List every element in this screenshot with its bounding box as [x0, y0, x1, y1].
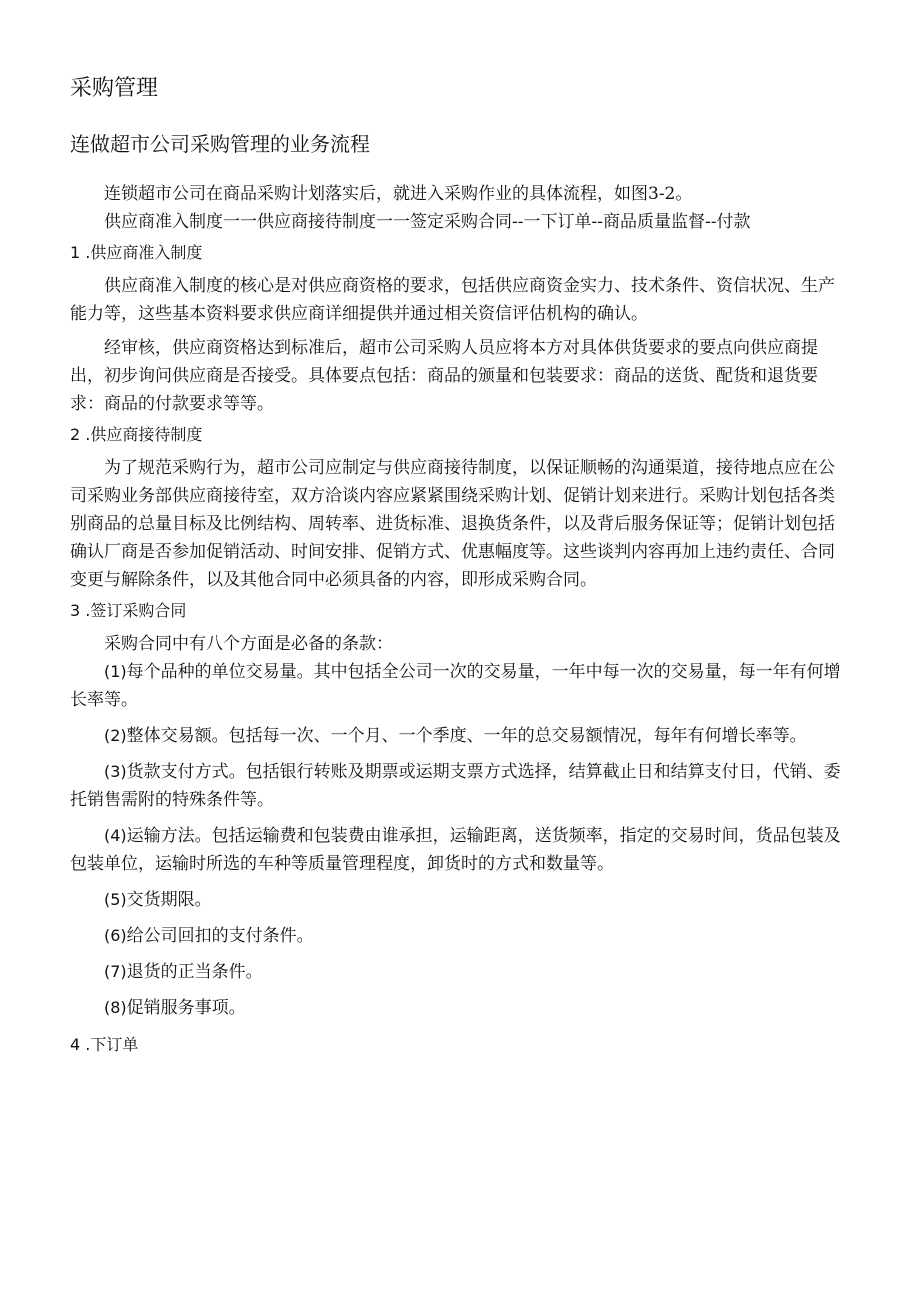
item-text: 给公司回扣的支付条件。: [126, 926, 314, 946]
item-number: (6): [104, 926, 127, 945]
item-number: (7): [104, 962, 127, 981]
contract-term-item: [70, 822, 850, 878]
section-heading-3: 3 .签订采购合同: [70, 601, 187, 620]
document-body: [70, 180, 850, 1064]
item-number: (1): [104, 662, 127, 681]
contract-term-item: [70, 722, 850, 750]
section-1-paragraph-1: 供应商准入制度的核心是对供应商资格的要求，包括供应商资金实力、技术条件、资信状况、生产能力等，这些基本资料要求供应商详细提供并通过相关资信评估机构的确认。: [70, 276, 835, 324]
section-2-paragraph-1: 为了规范采购行为，超市公司应制定与供应商接待制度，以保证顺畅的沟通渠道，接待地点应在公司采购业务部供应商接待室，双方洽谈内容应紧紧围绕采购计划、促销计划来进行。采购计划包括各类别商品的总量目标及比例结构、周转率、进货标准、退换货条件，以及背后服务保证等；促销计划包括确认厂商是否参加促销活动、时间安排、促销方式、优惠幅度等。这些谈判内容再加上违约责任、合同变更与解除条件，以及其他合同中必须具备的内容，即形成采购合同。: [70, 458, 835, 590]
item-text: 货款支付方式。包括银行转账及期票或运期支票方式选择，结算截止日和结算支付日，代销、委托销售需附的特殊条件等。: [70, 762, 841, 810]
item-text: 促销服务事项。: [126, 998, 246, 1018]
contract-term-item: [70, 994, 850, 1022]
page-title: 采购管理: [70, 76, 159, 101]
intro-paragraph: 连锁超市公司在商品采购计划落实后，就进入采购作业的具体流程，如图3-2。: [104, 184, 693, 204]
item-text: 交货期限。: [126, 890, 212, 910]
contract-term-item: [70, 758, 850, 814]
item-number: (8): [104, 998, 127, 1017]
process-flow-text: 供应商准入制度一一供应商接待制度一一签定采购合同--一下订单--商品质量监督--付款: [104, 212, 751, 232]
item-number: (5): [104, 890, 127, 909]
item-number: (2): [104, 726, 127, 745]
contract-term-item: [70, 886, 850, 914]
item-text: 运输方法。包括运输费和包装费由谁承担，运输距离，送货频率，指定的交易时间，货品包装及包装单位，运输时所选的车种等质量管理程度，卸货时的方式和数量等。: [70, 826, 841, 874]
contract-term-item: [70, 922, 850, 950]
page-subtitle: 连做超市公司采购管理的业务流程: [70, 132, 370, 156]
section-heading-2: 2 .供应商接待制度: [70, 425, 203, 444]
contract-term-item: [70, 958, 850, 986]
section-3-intro: 采购合同中有八个方面是必备的条款：: [104, 634, 393, 654]
contract-term-item: [70, 658, 850, 714]
item-text: 每个品种的单位交易量。其中包括全公司一次的交易量，一年中每一次的交易量，每一年有何增长率等。: [70, 662, 841, 710]
item-number: (3): [104, 762, 127, 781]
section-1-paragraph-2: 经审核，供应商资格达到标准后，超市公司采购人员应将本方对具体供货要求的要点向供应商提出，初步询问供应商是否接受。具体要点包括：商品的颁量和包装要求：商品的送货、配货和退货要求：商品的付款要求等等。: [70, 338, 818, 414]
item-text: 整体交易额。包括每一次、一个月、一个季度、一年的总交易额情况，每年有何增长率等。: [126, 726, 807, 746]
item-number: (4): [104, 826, 127, 845]
section-heading-1: 1 .供应商准入制度: [70, 243, 203, 262]
item-text: 退货的正当条件。: [126, 962, 263, 982]
section-heading-4: 4 .下订单: [70, 1035, 139, 1054]
